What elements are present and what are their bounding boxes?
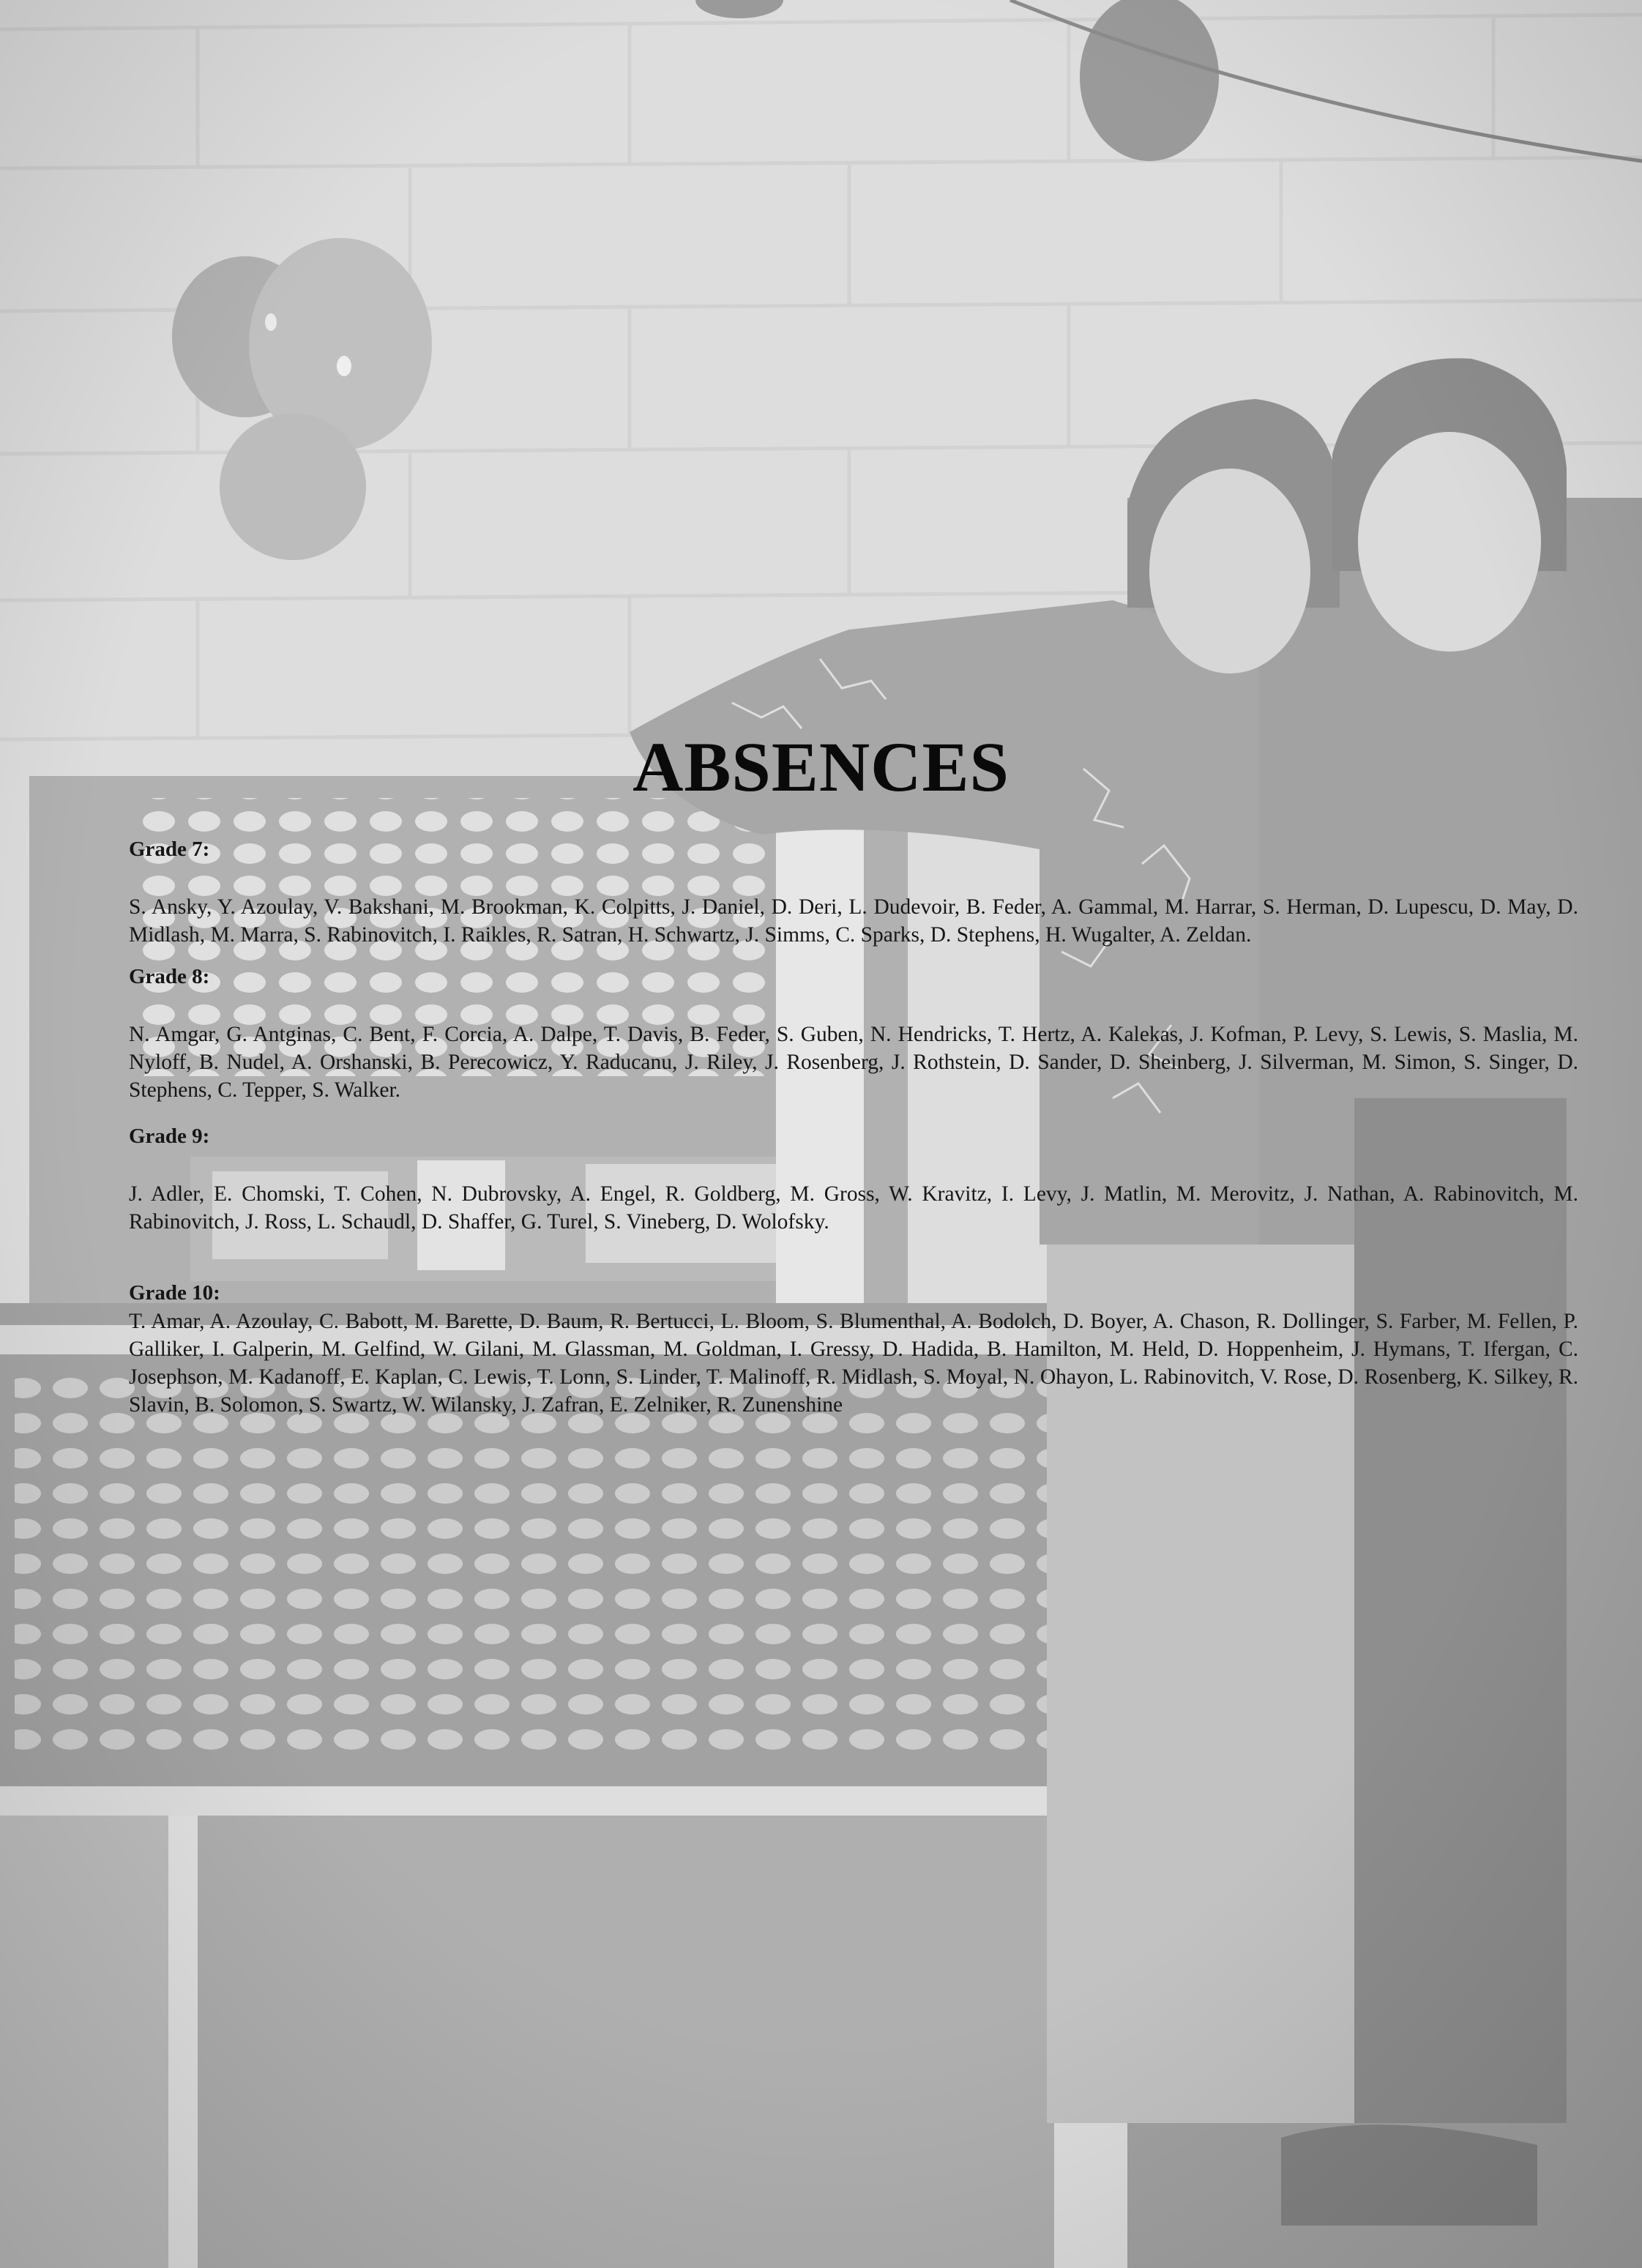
grade-names: J. Adler, E. Chomski, T. Cohen, N. Dubrovsky, A. Engel, R. Goldberg, M. Gross, W. Kravitz, I. Levy, J. Matlin, M. Merovitz, J. Nathan, A. Rabinovitch, M. Rabinovitch, J. Ross, L. Schaudl, D. Shaffer, G. Turel, S. Vineberg, D. Wolofsky.: [129, 1182, 1578, 1234]
grade-label: Grade 7:: [129, 838, 210, 861]
absences-list: [129, 835, 1578, 1419]
grade-label: Grade 10:: [129, 1281, 220, 1305]
page-title: ABSENCES: [632, 728, 1010, 806]
grade-section: [129, 1122, 1578, 1236]
grade-names: N. Amgar, G. Antginas, C. Bent, F. Corcia, A. Dalpe, T. Davis, B. Feder, S. Guben, N. Hendricks, T. Hertz, A. Kalekas, J. Kofman, P. Levy, S. Lewis, S. Maslia, M. Nyloff, B. Nudel, A. Orshanski, B. Perecowicz, Y. Raducanu, J. Riley, J. Rosenberg, J. Rothstein, D. Sander, D. Sheinberg, J. Silverman, M. Simon, S. Singer, D. Stephens, C. Tepper, S. Walker.: [129, 1023, 1578, 1102]
grade-label: Grade 9:: [129, 1124, 210, 1148]
grade-names: T. Amar, A. Azoulay, C. Babott, M. Barette, D. Baum, R. Bertucci, L. Bloom, S. Blumenthal, A. Bodolch, D. Boyer, A. Chason, R. Dollinger, S. Farber, M. Fellen, P. Galliker, I. Galperin, M. Gelfind, W. Gilani, M. Glassman, M. Goldman, I. Gressy, D. Hadida, B. Hamilton, M. Held, D. Hoppenheim, J. Hymans, T. Ifergan, C. Josephson, M. Kadanoff, E. Kaplan, C. Lewis, T. Lonn, S. Linder, T. Malinoff, R. Midlash, S. Moyal, N. Ohayon, L. Rabinovitch, V. Rose, D. Rosenberg, K. Silkey, R. Slavin, B. Solomon, S. Swartz, W. Wilansky, J. Zafran, E. Zelniker, R. Zunenshine: [129, 1310, 1578, 1417]
grade-section: [129, 835, 1578, 949]
grade-section: [129, 962, 1578, 1104]
grade-names: S. Ansky, Y. Azoulay, V. Bakshani, M. Brookman, K. Colpitts, J. Daniel, D. Deri, L. Dudevoir, B. Feder, A. Gammal, M. Harrar, S. Herman, D. Lupescu, D. May, D. Midlash, M. Marra, S. Rabinovitch, I. Raikles, R. Satran, H. Schwartz, J. Simms, C. Sparks, D. Stephens, H. Wugalter, A. Zeldan.: [129, 895, 1578, 947]
grade-label: Grade 8:: [129, 965, 210, 988]
grade-section: [129, 1278, 1578, 1419]
